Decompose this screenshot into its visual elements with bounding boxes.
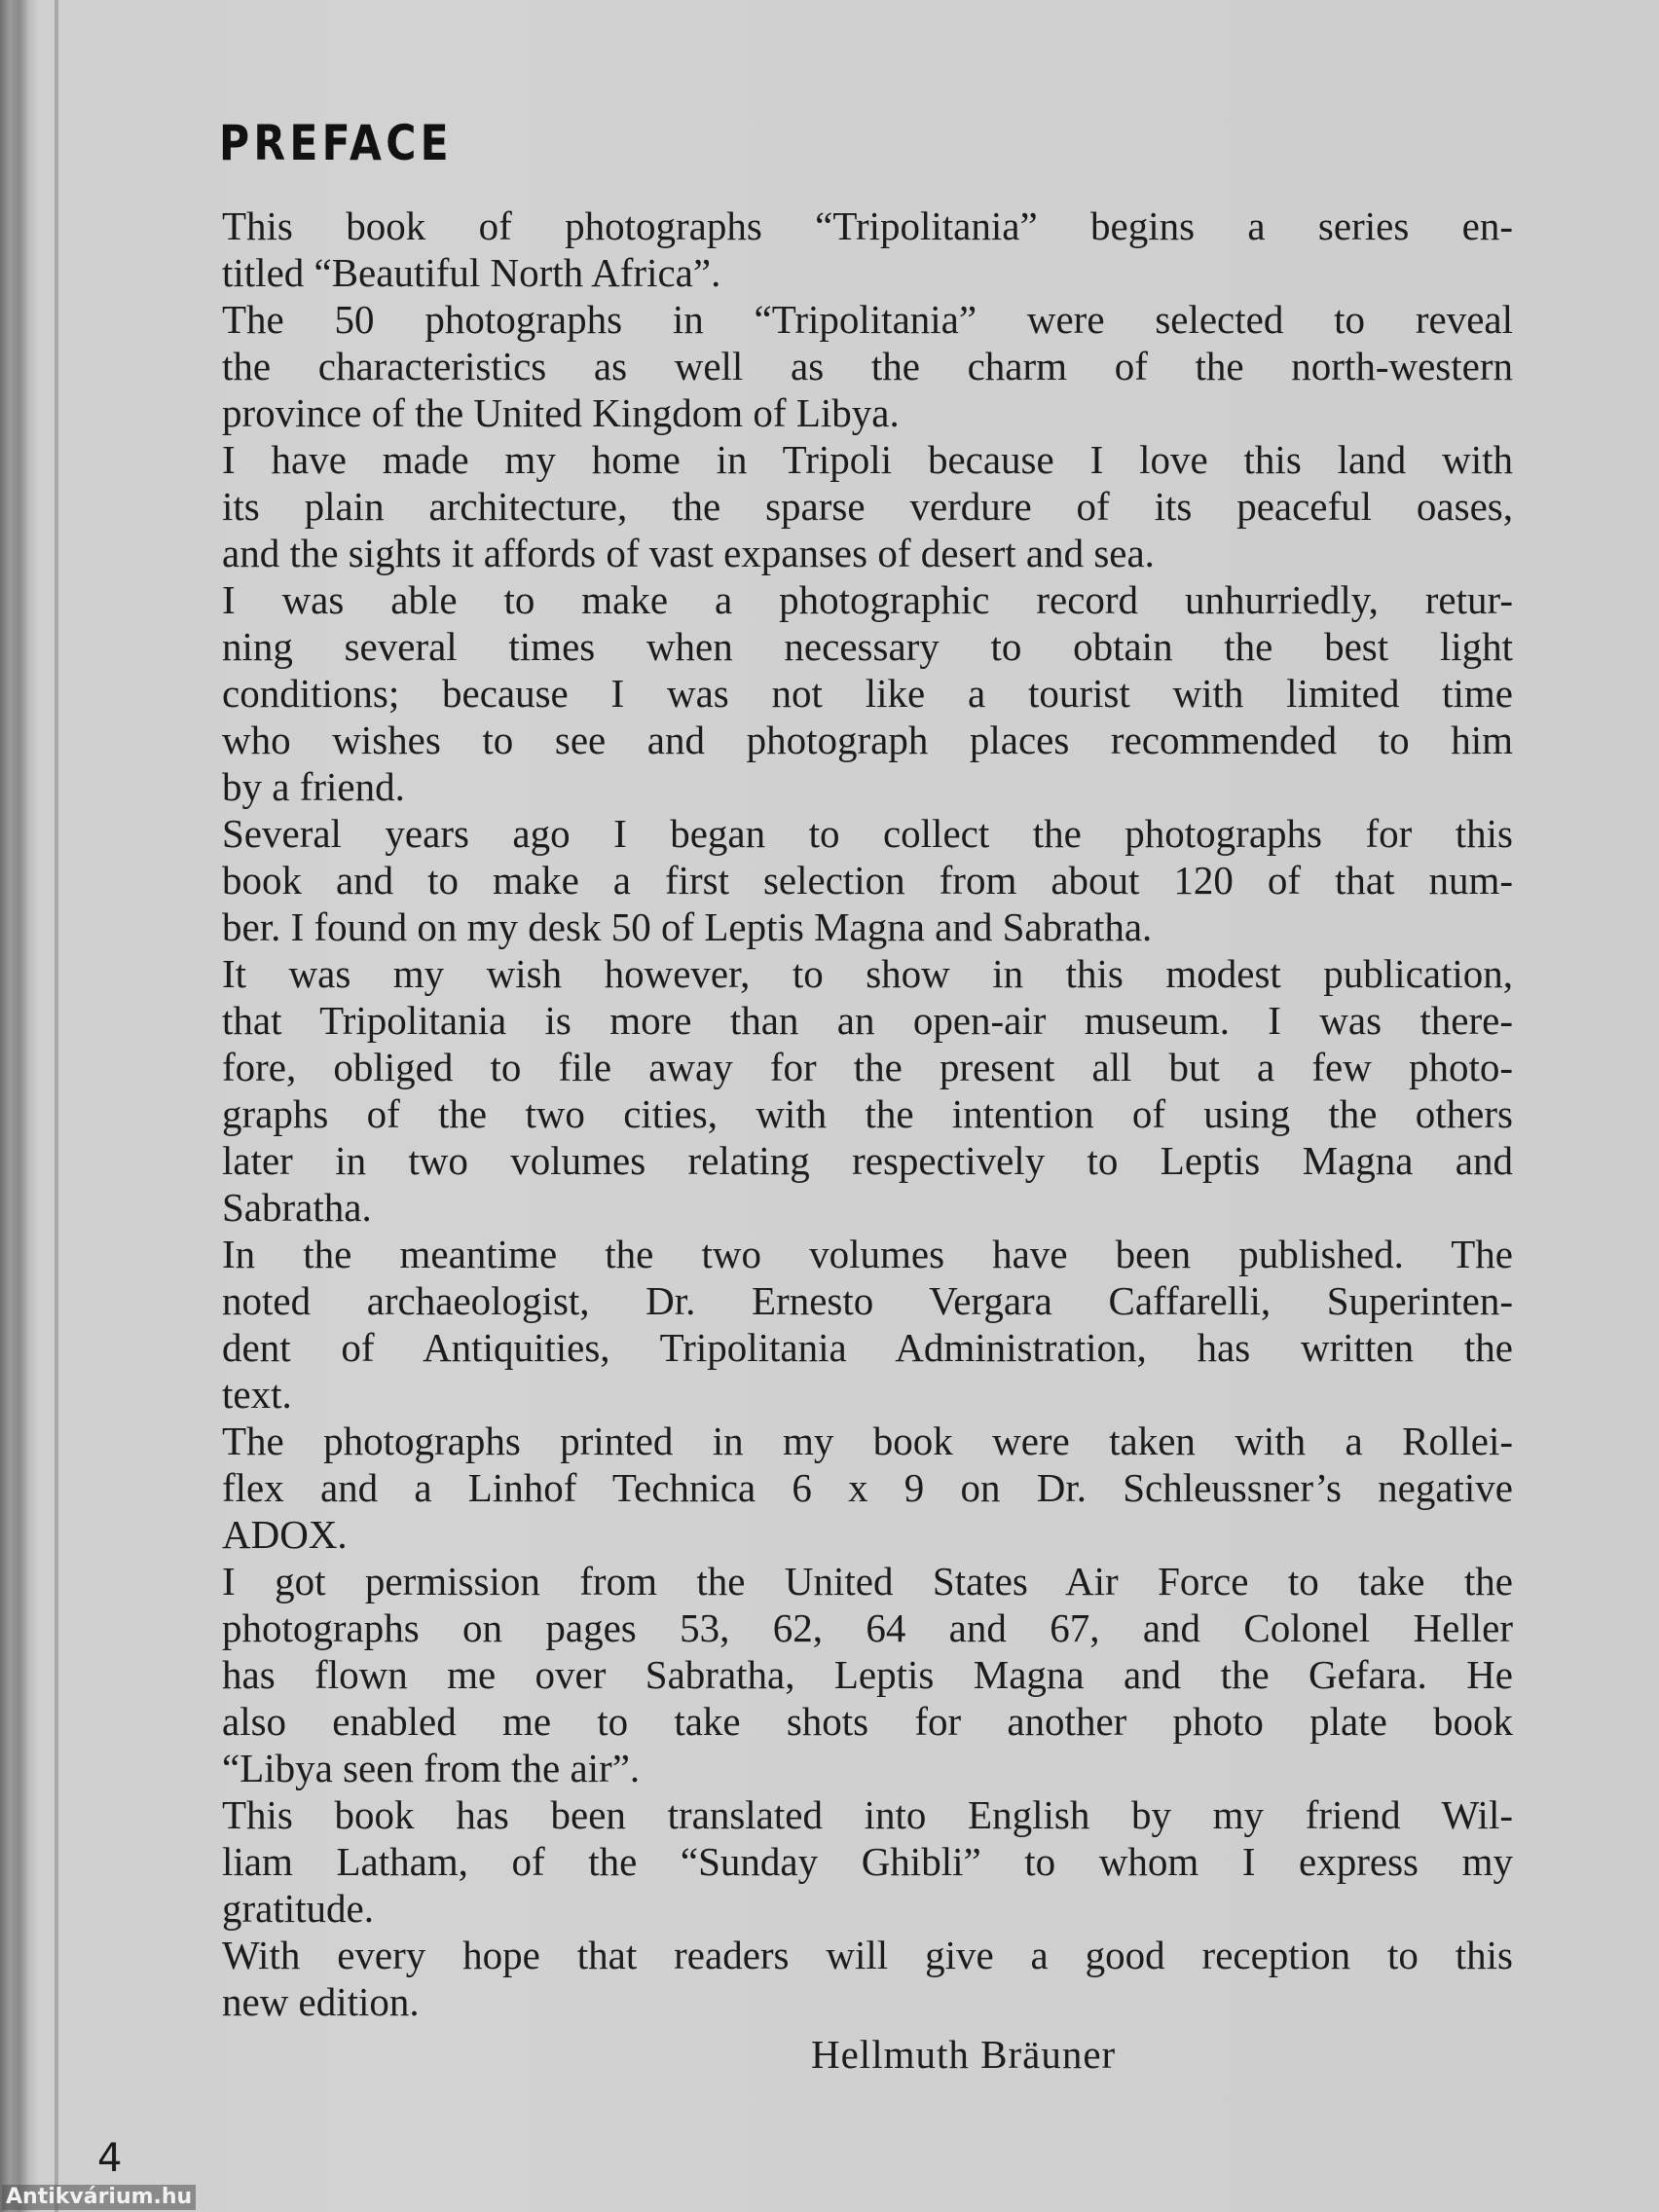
text-line: and the sights it affords of vast expanses of desert and sea. [222,531,1155,575]
text-line: the characteristics as well as the charm of the north-western [222,344,1513,388]
text-line: This book of photographs “Tripolitania” begins a series en- [222,203,1513,248]
text-line: who wishes to see and photograph places recommended to him [222,718,1513,762]
text-line: noted archaeologist, Dr. Ernesto Vergara Caffarelli, Superinten- [222,1278,1513,1323]
text-line: It was my wish however, to show in this modest publication, [222,951,1513,996]
paragraph [222,296,1513,436]
paragraph [222,1418,1513,1558]
text-line: conditions; because I was not like a tourist with limited time [222,671,1513,716]
paragraph [222,1932,1513,2025]
text-line: graphs of the two cities, with the intention of using the others [222,1091,1513,1136]
paragraph [222,1558,1513,1791]
text-line: ning several times when necessary to obtain the best light [222,624,1513,669]
signature: Hellmuth Bräuner [811,2032,1117,2077]
preface-body [222,203,1513,2025]
paragraph [222,576,1513,810]
paragraph [222,203,1513,296]
text-line: its plain architecture, the sparse verdure of its peaceful oases, [222,484,1513,529]
text-line: The photographs printed in my book were taken with a Rollei- [222,1419,1513,1463]
text-line: “Libya seen from the air”. [222,1746,641,1790]
text-line: With every hope that readers will give a good reception to this [222,1933,1513,1977]
page-title: PREFACE [219,115,453,171]
text-line: has flown me over Sabratha, Leptis Magna and the Gefara. He [222,1652,1513,1697]
text-line: I got permission from the United States Air Force to take the [222,1559,1513,1604]
text-line: province of the United Kingdom of Libya. [222,390,900,435]
text-line: text. [222,1372,292,1417]
text-line: also enabled me to take shots for another photo plate book [222,1699,1513,1744]
text-line: The 50 photographs in “Tripolitania” were selected to reveal [222,297,1513,342]
paragraph [222,950,1513,1231]
page-number: 4 [97,2136,123,2181]
paragraph [222,810,1513,950]
text-line: ber. I found on my desk 50 of Leptis Magna and Sabratha. [222,904,1153,949]
text-line: dent of Antiquities, Tripolitania Administration, has written the [222,1325,1513,1370]
text-line: flex and a Linhof Technica 6 x 9 on Dr. Schleussner’s negative [222,1465,1513,1510]
paragraph [222,436,1513,576]
text-line: by a friend. [222,764,405,809]
text-line: new edition. [222,1979,420,2024]
text-line: ADOX. [222,1512,348,1557]
text-line: I was able to make a photographic record unhurriedly, retur- [222,577,1513,622]
text-line: photographs on pages 53, 62, 64 and 67, and Colonel Heller [222,1605,1513,1650]
text-line: I have made my home in Tripoli because I love this land with [222,437,1513,482]
text-line: book and to make a first selection from about 120 of that num- [222,858,1513,903]
book-spine [55,0,58,2212]
text-line: that Tripolitania is more than an open-air museum. I was there- [222,998,1513,1043]
text-line: Several years ago I began to collect the photographs for this [222,811,1513,856]
text-line: Sabratha. [222,1185,372,1230]
paragraph [222,1231,1513,1418]
text-line: In the meantime the two volumes have been published. The [222,1232,1513,1276]
text-line: later in two volumes relating respectively to Leptis Magna and [222,1138,1513,1183]
watermark: Antikvárium.hu [2,2185,196,2210]
text-line: fore, obliged to file away for the present all but a few photo- [222,1045,1513,1089]
text-line: gratitude. [222,1886,374,1931]
text-line: This book has been translated into English by my friend Wil- [222,1792,1513,1837]
text-line: titled “Beautiful North Africa”. [222,250,721,295]
text-line: liam Latham, of the “Sunday Ghibli” to whom I express my [222,1839,1513,1884]
paragraph [222,1791,1513,1932]
